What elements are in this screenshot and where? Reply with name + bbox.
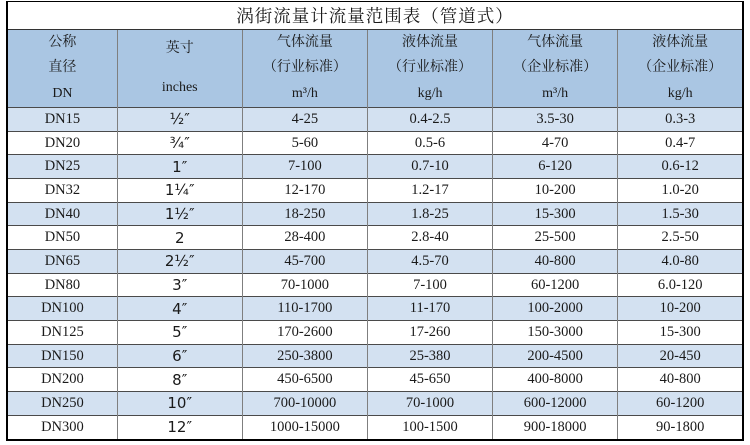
cell-inches: 12″: [117, 415, 242, 439]
cell-liquid-enterprise: 0.4-7: [618, 131, 742, 155]
cell-gas-industry: 1000-15000: [242, 415, 368, 439]
cell-dn: DN32: [8, 179, 117, 203]
header-line: （企业标准）: [638, 60, 723, 76]
column-header-gas-enterprise: [492, 30, 618, 108]
cell-gas-industry: 5-60: [242, 131, 368, 155]
header-line: 气体流量: [276, 34, 333, 50]
header-lines: [493, 30, 618, 107]
cell-inches: ¾″: [117, 131, 242, 155]
cell-dn: DN50: [8, 226, 117, 250]
cell-gas-enterprise: 15-300: [492, 202, 618, 226]
cell-gas-enterprise: 6-120: [492, 155, 618, 179]
cell-gas-industry: 12-170: [242, 179, 368, 203]
cell-liquid-enterprise: 90-1800: [618, 415, 742, 439]
cell-dn: DN15: [8, 108, 117, 132]
header-line: inches: [161, 79, 198, 95]
cell-liquid-enterprise: 20-450: [618, 344, 742, 368]
cell-gas-industry: 170-2600: [242, 321, 368, 345]
cell-liquid-industry: 4.5-70: [368, 250, 493, 274]
cell-inches: 1″: [117, 155, 242, 179]
cell-gas-industry: 4-25: [242, 108, 368, 132]
header-line: 公称: [48, 34, 77, 50]
table-row-dn250: [8, 392, 742, 416]
cell-liquid-industry: 17-260: [368, 321, 493, 345]
cell-inches: 3″: [117, 273, 242, 297]
cell-gas-enterprise: 60-1200: [492, 273, 618, 297]
header-line: （企业标准）: [513, 60, 598, 76]
cell-inches: 2: [117, 226, 242, 250]
header-row: [8, 30, 742, 108]
table-row-dn125: [8, 321, 742, 345]
cell-liquid-industry: 70-1000: [368, 392, 493, 416]
cell-inches: 2½″: [117, 250, 242, 274]
cell-liquid-industry: 0.4-2.5: [368, 108, 493, 132]
cell-liquid-enterprise: 15-300: [618, 321, 742, 345]
cell-gas-enterprise: 100-2000: [492, 297, 618, 321]
cell-inches: 5″: [117, 321, 242, 345]
table-row-dn50: [8, 226, 742, 250]
table-row-dn300: [8, 415, 742, 439]
cell-inches: 8″: [117, 368, 242, 392]
column-header-dn: [8, 30, 117, 108]
column-header-gas-industry: [242, 30, 368, 108]
cell-inches: 1½″: [117, 202, 242, 226]
data-table: [8, 30, 742, 439]
header-line: kg/h: [417, 86, 443, 102]
cell-inches: 10″: [117, 392, 242, 416]
table-body: [8, 108, 742, 440]
cell-liquid-industry: 7-100: [368, 273, 493, 297]
cell-gas-enterprise: 25-500: [492, 226, 618, 250]
header-line: DN: [52, 86, 73, 102]
cell-dn: DN20: [8, 131, 117, 155]
cell-gas-enterprise: 10-200: [492, 179, 618, 203]
table-row-dn25: [8, 155, 742, 179]
cell-gas-enterprise: 900-18000: [492, 415, 618, 439]
table-row-dn65: [8, 250, 742, 274]
header-line: （行业标准）: [388, 60, 472, 76]
header-line: 液体流量: [652, 34, 709, 50]
cell-gas-enterprise: 40-800: [492, 250, 618, 274]
cell-liquid-enterprise: 4.0-80: [618, 250, 742, 274]
cell-inches: ½″: [117, 108, 242, 132]
cell-liquid-enterprise: 1.5-30: [618, 202, 742, 226]
cell-dn: DN150: [8, 344, 117, 368]
cell-gas-industry: 450-6500: [242, 368, 368, 392]
cell-dn: DN250: [8, 392, 117, 416]
table-row-dn15: [8, 108, 742, 132]
cell-gas-industry: 250-3800: [242, 344, 368, 368]
cell-liquid-enterprise: 0.3-3: [618, 108, 742, 132]
cell-gas-enterprise: 400-8000: [492, 368, 618, 392]
cell-gas-industry: 700-10000: [242, 392, 368, 416]
cell-liquid-enterprise: 1.0-20: [618, 179, 742, 203]
column-header-liquid-industry: [368, 30, 493, 108]
cell-liquid-industry: 2.8-40: [368, 226, 493, 250]
cell-liquid-industry: 0.7-10: [368, 155, 493, 179]
cell-gas-industry: 70-1000: [242, 273, 368, 297]
cell-liquid-industry: 1.8-25: [368, 202, 493, 226]
table-row-dn200: [8, 368, 742, 392]
cell-liquid-industry: 11-170: [368, 297, 493, 321]
cell-liquid-enterprise: 40-800: [618, 368, 742, 392]
column-header-liquid-enterprise: [618, 30, 742, 108]
header-line: 液体流量: [402, 34, 458, 50]
cell-gas-industry: 7-100: [242, 155, 368, 179]
table-row-dn40: [8, 202, 742, 226]
cell-gas-industry: 110-1700: [242, 297, 368, 321]
cell-gas-enterprise: 4-70: [492, 131, 618, 155]
cell-dn: DN200: [8, 368, 117, 392]
header-line: 气体流量: [527, 34, 584, 50]
cell-liquid-enterprise: 60-1200: [618, 392, 742, 416]
cell-dn: DN40: [8, 202, 117, 226]
table-row-dn20: [8, 131, 742, 155]
cell-liquid-industry: 100-1500: [368, 415, 493, 439]
cell-gas-enterprise: 200-4500: [492, 344, 618, 368]
cell-liquid-enterprise: 10-200: [618, 297, 742, 321]
flow-range-table: [6, 1, 744, 441]
cell-gas-enterprise: 150-3000: [492, 321, 618, 345]
cell-gas-industry: 28-400: [242, 226, 368, 250]
cell-gas-enterprise: 3.5-30: [492, 108, 618, 132]
cell-liquid-enterprise: 0.6-12: [618, 155, 742, 179]
header-line: 直径: [48, 60, 77, 76]
column-header-inches: [117, 30, 242, 108]
header-lines: [8, 30, 117, 107]
table-head: [8, 30, 742, 108]
header-line: m³/h: [291, 86, 318, 102]
cell-dn: DN80: [8, 273, 117, 297]
cell-inches: 1¼″: [117, 179, 242, 203]
header-lines: [618, 30, 742, 107]
header-line: kg/h: [667, 86, 693, 102]
table-row-dn32: [8, 179, 742, 203]
cell-liquid-industry: 25-380: [368, 344, 493, 368]
cell-liquid-industry: 0.5-6: [368, 131, 493, 155]
table-row-dn150: [8, 344, 742, 368]
table-row-dn100: [8, 297, 742, 321]
cell-liquid-industry: 45-650: [368, 368, 493, 392]
cell-liquid-enterprise: 6.0-120: [618, 273, 742, 297]
cell-inches: 6″: [117, 344, 242, 368]
header-line: （行业标准）: [262, 60, 347, 76]
cell-liquid-industry: 1.2-17: [368, 179, 493, 203]
table-title: 涡街流量计流量范围表（管道式）: [8, 2, 742, 30]
cell-gas-industry: 45-700: [242, 250, 368, 274]
header-line: 英寸: [165, 41, 194, 57]
header-lines: [243, 30, 368, 107]
cell-gas-enterprise: 600-12000: [492, 392, 618, 416]
cell-dn: DN300: [8, 415, 117, 439]
cell-dn: DN65: [8, 250, 117, 274]
header-lines: [118, 30, 242, 107]
cell-dn: DN125: [8, 321, 117, 345]
header-lines: [368, 30, 492, 107]
cell-liquid-enterprise: 2.5-50: [618, 226, 742, 250]
cell-gas-industry: 18-250: [242, 202, 368, 226]
cell-dn: DN100: [8, 297, 117, 321]
table-row-dn80: [8, 273, 742, 297]
header-line: m³/h: [542, 86, 569, 102]
cell-dn: DN25: [8, 155, 117, 179]
cell-inches: 4″: [117, 297, 242, 321]
